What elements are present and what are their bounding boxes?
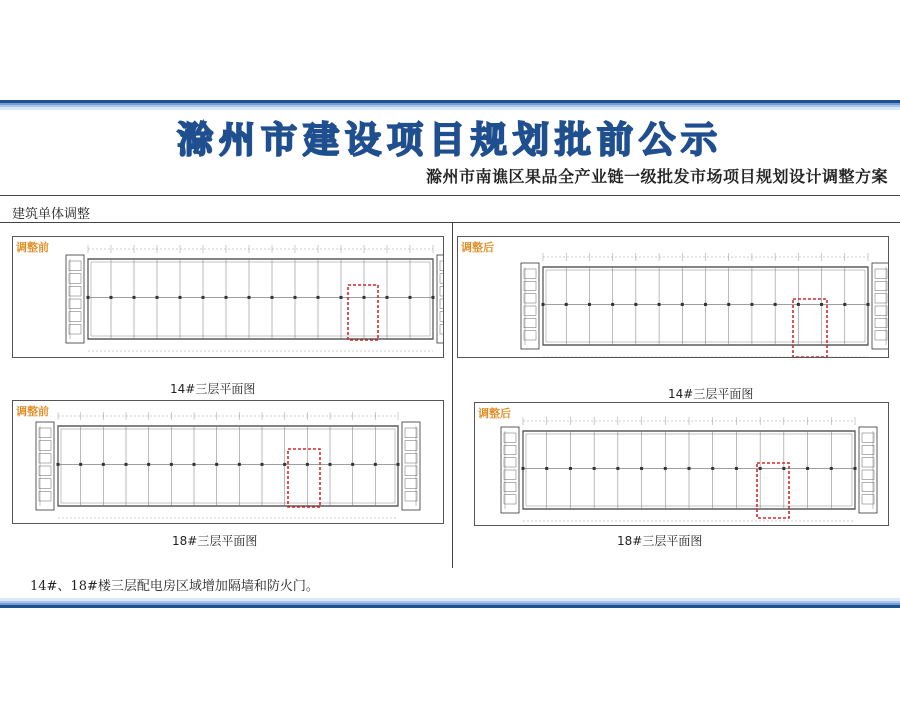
- plan-tag: 调整前: [16, 241, 49, 254]
- plan-tag: 调整后: [478, 407, 511, 420]
- section-title: 建筑单体调整: [12, 207, 91, 222]
- plan-linework: [501, 417, 877, 521]
- floor-plan-drawing: [13, 401, 443, 523]
- adjusted-area-highlight: [757, 463, 789, 518]
- column-divider: [452, 223, 453, 568]
- bottom-decorative-band: [0, 598, 900, 608]
- adjustment-note: 14#、18#楼三层配电房区域增加隔墙和防火门。: [30, 579, 319, 594]
- floor-plan-14-before: [12, 236, 444, 358]
- plan-linework: [521, 253, 888, 357]
- header-divider: [0, 195, 900, 196]
- plan-tag: 调整前: [16, 405, 49, 418]
- adjusted-area-highlight: [348, 285, 378, 340]
- floor-plan-drawing: [458, 237, 888, 357]
- plan-caption: 14#三层平面图: [170, 382, 256, 396]
- floor-plan-18-after: [474, 402, 889, 526]
- plan-caption: 18#三层平面图: [172, 534, 258, 548]
- plan-linework: [36, 412, 420, 518]
- top-decorative-band: [0, 100, 900, 110]
- floor-plan-drawing: [13, 237, 443, 357]
- plan-tag: 调整后: [461, 241, 494, 254]
- adjusted-area-highlight: [288, 449, 320, 507]
- section-divider: [0, 222, 900, 223]
- floor-plan-14-after: [457, 236, 889, 358]
- floor-plan-drawing: [475, 403, 888, 525]
- plan-caption: 18#三层平面图: [617, 534, 703, 548]
- floor-plan-18-before: [12, 400, 444, 524]
- plan-linework: [66, 245, 443, 351]
- page-subtitle: 滁州市南谯区果品全产业链一级批发市场项目规划设计调整方案: [425, 167, 888, 186]
- plan-caption: 14#三层平面图: [668, 387, 754, 401]
- adjusted-area-highlight: [793, 299, 827, 357]
- page-title: 滁州市建设项目规划批前公示: [176, 119, 723, 161]
